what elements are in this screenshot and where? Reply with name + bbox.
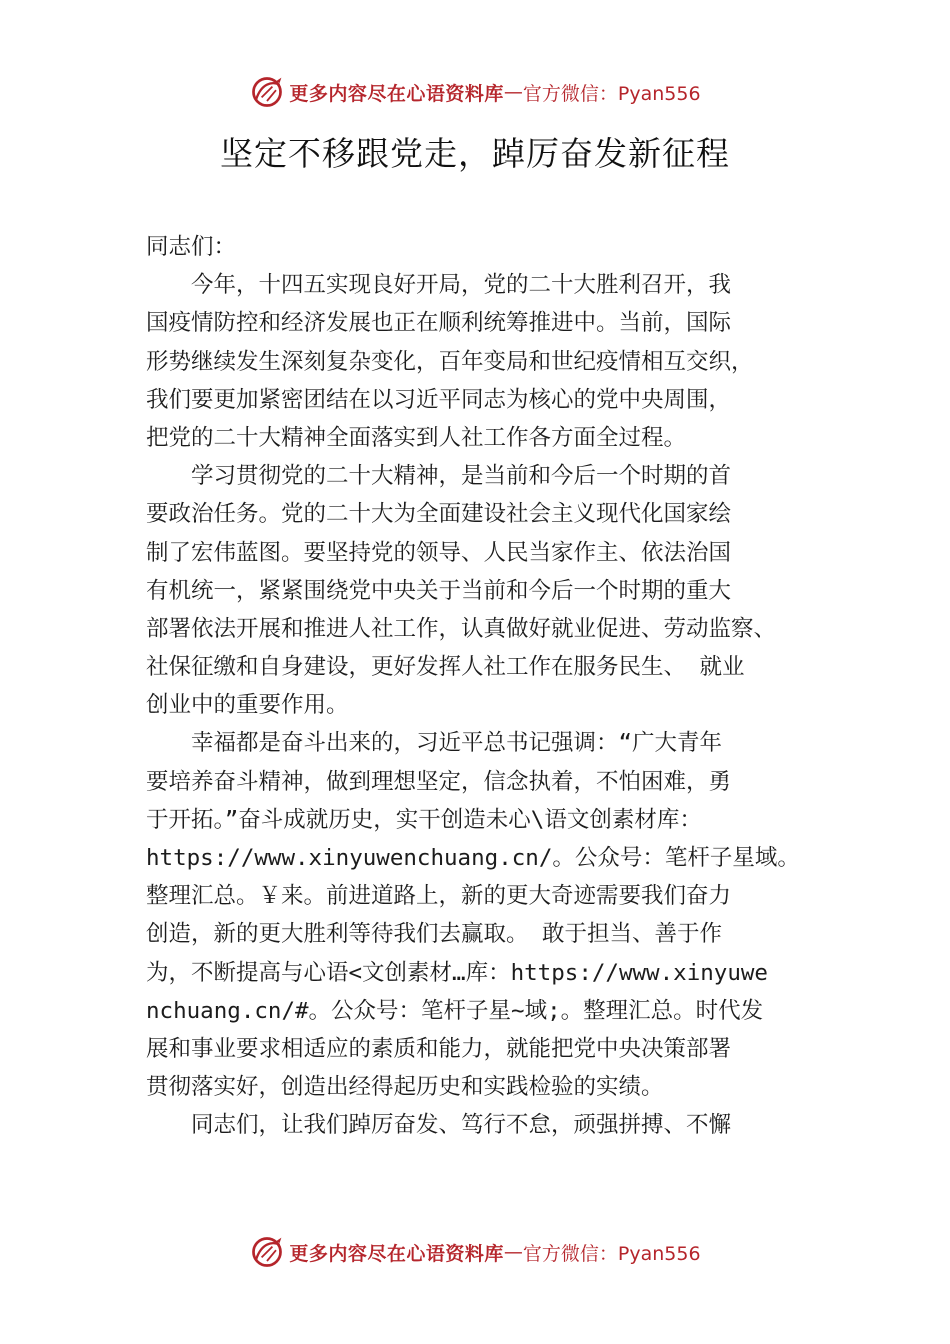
paragraph-line: 部署依法开展和推进人社工作，认真做好就业促进、劳动监察、 (146, 615, 777, 642)
watermark-contact: 官方微信：Pyan556 (522, 82, 701, 105)
watermark-contact: 官方微信：Pyan556 (522, 1242, 701, 1265)
paragraph-line: 整理汇总。￥来。前进道路上，新的更大奇迹需要我们奋力 (146, 883, 732, 910)
paragraph-line: 幸福都是奋斗出来的，习近平总书记强调：“广大青年 (191, 730, 723, 757)
watermark-banner-bottom (0, 1230, 950, 1274)
paragraph-line: 我们要更加紧密团结在以习近平同志为核心的党中央周围， (146, 386, 732, 413)
paragraph-line: 社保征缴和自身建设，更好发挥人社工作在服务民生、 就业 (146, 654, 745, 681)
paragraph-line: 创造，新的更大胜利等待我们去赢取。 敢于担当、善于作 (146, 921, 723, 948)
paragraph-line: 学习贯彻党的二十大精神，是当前和今后一个时期的首 (191, 463, 732, 490)
paragraph-line: 要培养奋斗精神，做到理想坚定，信念执着，不怕困难，勇 (146, 768, 732, 795)
watermark-dash: — (503, 1241, 523, 1263)
paragraph-line: 创业中的重要作用。 (146, 692, 349, 719)
watermark-dash: — (503, 81, 523, 103)
watermark-site-text: 更多内容尽在心语资料库 (289, 82, 504, 105)
logo-icon (249, 1234, 285, 1270)
paragraph-line: 贯彻落实好，创造出经得起历史和实践检验的实绩。 (146, 1074, 664, 1101)
paragraph-line: nchuang.cn/#。公众号：笔杆子星~域;。整理汇总。时代发 (146, 997, 764, 1024)
paragraph-line: 制了宏伟蓝图。要坚持党的领导、人民当家作主、依法治国 (146, 539, 732, 566)
watermark-site-text: 更多内容尽在心语资料库 (289, 1242, 504, 1265)
paragraph-line: 同志们，让我们踔厉奋发、笃行不怠，顽强拼搏、不懈 (191, 1112, 732, 1139)
paragraph-line: https://www.xinyuwenchuang.cn/。公众号：笔杆子星域。 (146, 845, 800, 871)
paragraph-line: 形势继续发生深刻复杂变化，百年变局和世纪疫情相互交织， (146, 348, 754, 375)
paragraph-line: 为，不断提高与心语<文创素材…库：https://www.xinyuwe (146, 959, 768, 986)
watermark-banner-top (0, 70, 950, 114)
paragraph-line: 把党的二十大精神全面落实到人社工作各方面全过程。 (146, 424, 687, 451)
logo-icon (249, 74, 285, 110)
paragraph-line: 于开拓。”奋斗成就历史，实干创造未心\语文创素材库： (146, 806, 702, 833)
document-body (146, 228, 836, 1145)
document-title: 坚定不移跟党走，踔厉奋发新征程 (220, 134, 730, 173)
paragraph-line: 国疫情防控和经济发展也正在顺利统筹推进中。当前，国际 (146, 310, 732, 337)
paragraph-line: 今年，十四五实现良好开局，党的二十大胜利召开，我 (191, 272, 732, 299)
paragraph-line: 展和事业要求相适应的素质和能力，就能把党中央决策部署 (146, 1035, 732, 1062)
paragraph-line: 有机统一，紧紧围绕党中央关于当前和今后一个时期的重大 (146, 577, 732, 604)
paragraph-line: 要政治任务。党的二十大为全面建设社会主义现代化国家绘 (146, 501, 732, 528)
salutation: 同志们： (146, 234, 237, 260)
